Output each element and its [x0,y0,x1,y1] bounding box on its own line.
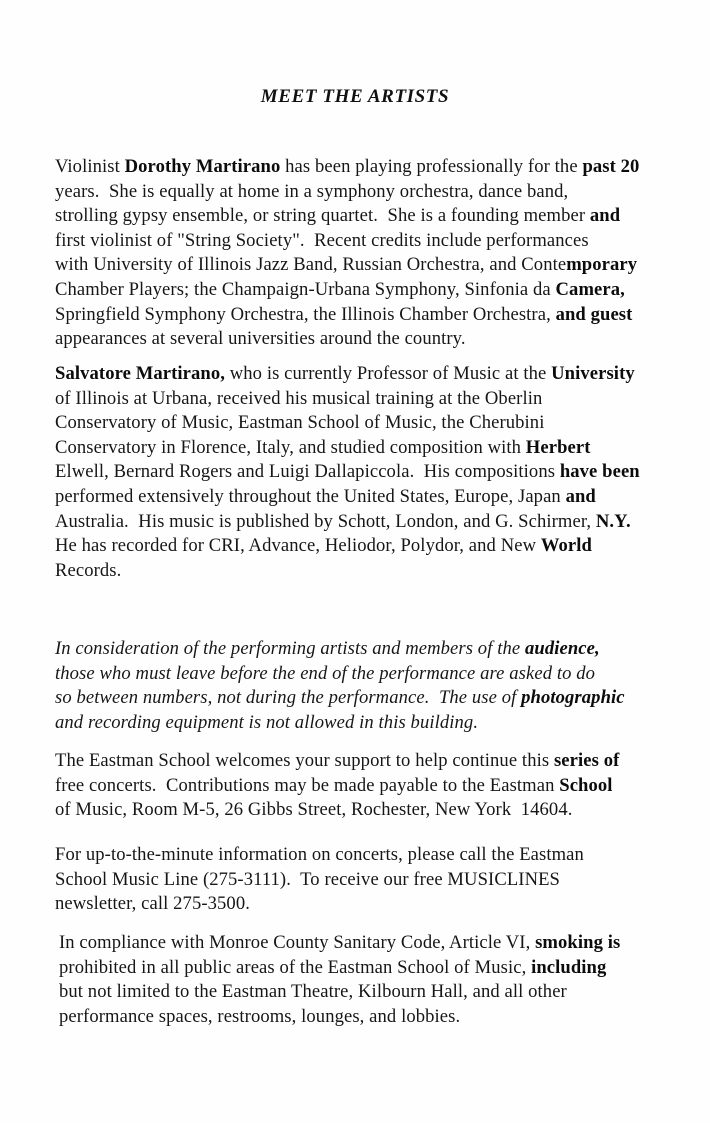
text-segment: newsletter, call 275-3500. [55,893,250,915]
text-segment-bold: World [540,535,592,557]
text-segment: Elwell, Bernard Rogers and Luigi Dallapiccola. His compositions [55,461,560,483]
text-segment-bold: series of [553,750,620,771]
paragraph-audience-notice [55,637,673,735]
text-segment: Conservatory of Music, Eastman School of Music, the Cherubini [55,412,545,434]
paragraph-music-line-notice [55,843,673,917]
text-segment-bold: School [559,774,613,796]
text-segment: so between numbers, not during the performance. The use of [55,687,522,709]
text-segment-bold: including [531,956,607,978]
text-segment-bold: Camera, [555,278,625,300]
text-segment: Records. [55,559,122,581]
paragraph-smoking-notice [59,931,677,1029]
text-segment-bold: and [565,485,596,507]
text-segment-bold: N.Y. [595,510,631,532]
text-segment: Violinist [55,156,125,177]
text-segment: but not limited to the Eastman Theatre, Kilbourn Hall, and all other [59,981,567,1003]
paragraph-bio-dorothy-martirano [55,155,673,352]
text-segment: performance spaces, restrooms, lounges, and lobbies. [59,1005,461,1027]
text-segment: first violinist of "String Society". Recent credits include performances [55,229,589,251]
text-segment-bold: Herbert [525,436,591,458]
text-segment: In consideration of the performing artists and members of the [55,638,525,659]
text-segment: In compliance with Monroe County Sanitary Code, Article VI, [59,932,536,953]
text-segment: with University of Illinois Jazz Band, Russian Orchestra, and Conte [55,254,567,276]
text-segment-bold: mporary [566,254,638,276]
text-segment: has been playing professionally for the [280,156,583,177]
text-segment: For up-to-the-minute information on concerts, please call the Eastman [55,844,584,865]
text-segment: who is currently Professor of Music at the [225,363,552,384]
text-segment: Springfield Symphony Orchestra, the Illinois Chamber Orchestra, [55,303,556,325]
text-segment: Conservatory in Florence, Italy, and studied composition with [55,436,526,458]
text-segment-bold: and guest [555,303,633,325]
text-segment: Australia. His music is published by Schott, London, and G. Schirmer, [55,510,596,532]
text-segment-bold: and [589,205,621,227]
text-segment-bold: have been [559,461,640,483]
text-segment: of Illinois at Urbana, received his musical training at the Oberlin [55,387,543,409]
page-title: MEET THE ARTISTS [260,86,450,107]
text-segment: performed extensively throughout the United States, Europe, Japan [55,485,566,507]
text-segment-bold: Salvatore Martirano, [55,363,225,384]
text-segment-bold: smoking is [535,932,621,953]
text-segment: years. She is equally at home in a symphony orchestra, dance band, [55,180,569,202]
text-segment-bold: Dorothy Martirano [124,156,281,177]
text-segment: He has recorded for CRI, Advance, Heliodor, Polydor, and New [55,535,541,557]
text-segment-bold: audience, [524,638,600,659]
text-segment-bold: University [551,363,635,384]
text-segment-bold: photographic [521,687,625,709]
text-segment: School Music Line (275-3111). To receive our free MUSICLINES [55,868,560,890]
paragraph-bio-salvatore-martirano [55,362,673,583]
text-segment: Chamber Players; the Champaign-Urbana Symphony, Sinfonia da [55,278,556,300]
text-segment: prohibited in all public areas of the Eastman School of Music, [59,956,532,978]
text-segment: of Music, Room M-5, 26 Gibbs Street, Rochester, New York 14604. [55,799,573,821]
text-segment: strolling gypsy ensemble, or string quartet. She is a founding member [55,205,590,227]
text-segment-bold: past 20 [582,156,640,177]
paragraph-contributions-notice [55,749,673,823]
text-segment: appearances at several universities around the country. [55,328,466,350]
text-segment: free concerts. Contributions may be made payable to the Eastman [55,774,560,796]
text-segment: those who must leave before the end of the performance are asked to do [55,662,596,684]
text-segment: The Eastman School welcomes your support to help continue this [55,750,554,771]
text-segment: and recording equipment is not allowed in this building. [55,711,479,733]
